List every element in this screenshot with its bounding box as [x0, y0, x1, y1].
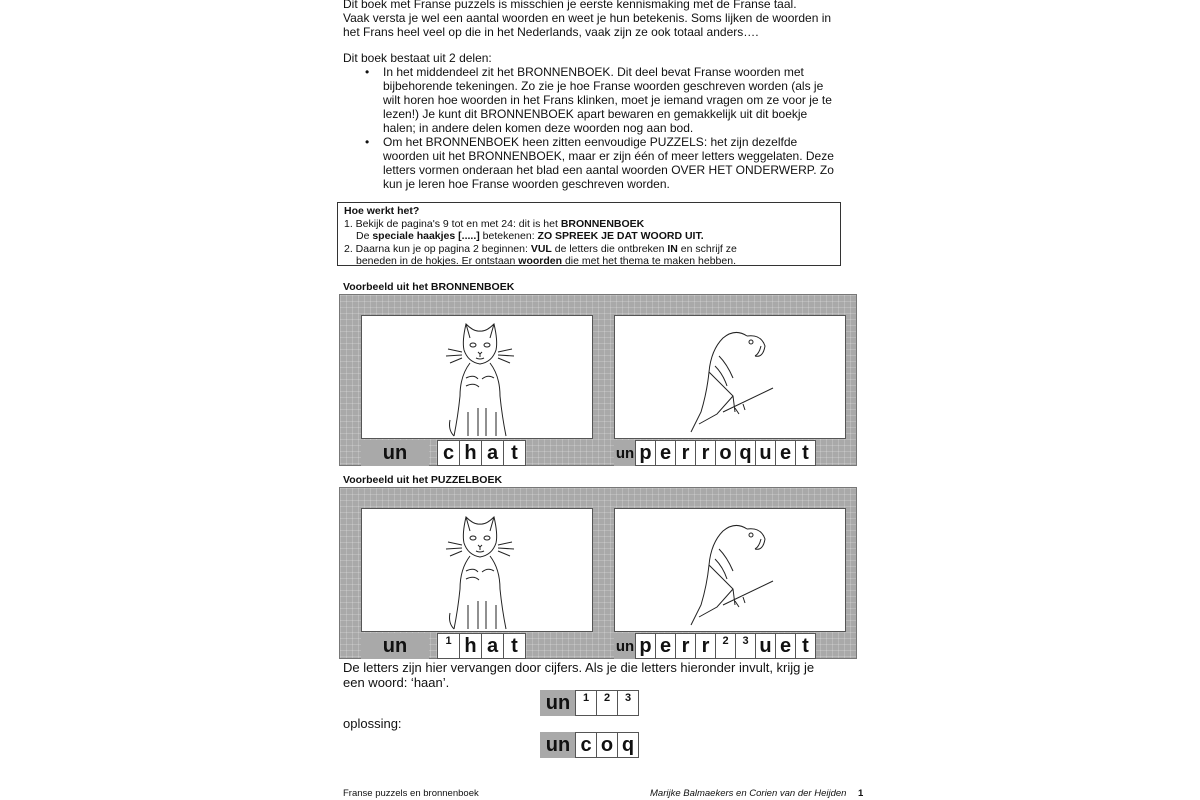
article-cell: un [361, 440, 429, 466]
cat-drawing-icon [362, 316, 592, 438]
number-cell: 2 [715, 633, 736, 659]
letter-cell: e [655, 633, 676, 659]
how-step-1-note [344, 230, 834, 243]
letter-cell: u [755, 440, 776, 466]
step-text-bold: ZO SPREEK JE DAT WOORD UIT. [537, 230, 704, 242]
step-text: de letters die ontbreken [551, 242, 668, 255]
intro-line: Vaak versta je wel een aantal woorden en weet je hun betekenis. Soms lijken de woorden in [343, 11, 832, 25]
intro-line: het Frans heel veel op die in het Nederlands, vaak zijn ze ook totaal anders…. [343, 25, 759, 39]
letter-cell: r [675, 633, 696, 659]
cat-card [361, 315, 593, 439]
step-text: 2. Daarna kun je op pagina 2 beginnen: [344, 242, 531, 255]
step-text: 1. Bekijk de pagina's 9 tot en met 24: dit is het [344, 217, 561, 230]
intro-paragraph-2: Dit boek bestaat uit 2 delen: [343, 51, 492, 65]
puzzelboek-example-panel [339, 487, 857, 659]
solution-letter-row [540, 732, 639, 758]
cat-drawing-icon [362, 509, 592, 631]
letter-cell: a [481, 440, 504, 466]
section-label-bronnenboek: Voorbeeld uit het BRONNENBOEK [343, 281, 515, 293]
bullet-line: lezen!) Je kunt dit BRONNENBOEK apart bewaren en gemakkelijk uit dit boekje [383, 107, 808, 121]
step-text-bold: BRONNENBOEK [560, 217, 645, 230]
bullet-line: kun je leren hoe Franse woorden geschreven worden. [383, 177, 670, 191]
letter-cell: h [459, 440, 482, 466]
cat-puzzle-row [361, 633, 526, 659]
letter-cell: t [503, 633, 526, 659]
parrot-drawing-icon [615, 316, 845, 438]
bullet-bronnenboek [383, 65, 843, 135]
letter-cell: u [755, 633, 776, 659]
letter-cell: a [481, 633, 504, 659]
cat-card [361, 508, 593, 632]
bullet-line: Om het BRONNENBOEK heen zitten eenvoudige PUZZELS: het zijn dezelfde [383, 135, 798, 149]
letter-cell: t [503, 440, 526, 466]
bullet-line: bijbehorende tekeningen. Zo zie je hoe Franse woorden geschreven worden (als je [383, 79, 824, 93]
bullet-line: wilt horen hoe woorden in het Frans klinken, moet je iemand vragen om ze voor je te [383, 93, 832, 107]
step-text: betekenen: [482, 230, 538, 242]
number-cell: 3 [617, 690, 639, 716]
letter-cell: c [575, 732, 597, 758]
letter-cell: q [617, 732, 639, 758]
how-it-works-box [337, 202, 841, 266]
parrot-puzzle-row [614, 633, 816, 659]
article-cell: un [614, 633, 636, 659]
step-text-bold: IN [667, 242, 678, 255]
letter-cell: t [795, 440, 816, 466]
number-cell: 1 [575, 690, 597, 716]
explanation-text [343, 660, 843, 690]
bullet-line: halen; in andere delen komen deze woorden nog aan bod. [383, 121, 694, 135]
article-cell: un [614, 440, 636, 466]
parrot-card [614, 315, 846, 439]
letter-cell: e [775, 440, 796, 466]
letter-cell: r [675, 440, 696, 466]
bullet-line: In het middendeel zit het BRONNENBOEK. Dit deel bevat Franse woorden met [383, 65, 804, 79]
cat-word-row [361, 440, 526, 466]
section-label-puzzelboek: Voorbeeld uit het PUZZELBOEK [343, 474, 503, 486]
footer-left: Franse puzzels en bronnenboek [343, 788, 479, 799]
letter-cell: h [459, 633, 482, 659]
solution-number-row [540, 690, 639, 716]
letter-cell: e [775, 633, 796, 659]
letter-cell: r [695, 633, 716, 659]
step-text: De [356, 230, 373, 242]
intro-line: Dit boek met Franse puzzels is misschien je eerste kennismaking met de Franse taal. [343, 0, 797, 11]
intro-paragraph-1 [343, 0, 843, 39]
step-text: die met het thema te maken hebben. [562, 255, 736, 267]
number-cell: 2 [596, 690, 618, 716]
oplossing-label: oplossing: [343, 716, 402, 731]
footer-right: Marijke Balmaekers en Corien van der Heijden [650, 788, 847, 799]
bullet-puzzels [383, 135, 843, 191]
page-number: 1 [858, 788, 864, 799]
letter-cell: q [735, 440, 756, 466]
how-step-2 [344, 243, 834, 256]
step-text-bold: woorden [518, 255, 563, 267]
bronnenboek-example-panel [339, 294, 857, 466]
intro-text [343, 0, 843, 191]
letter-cell: o [596, 732, 618, 758]
step-text-bold: speciale haakjes [.....] [372, 230, 483, 242]
explanation-line: De letters zijn hier vervangen door cijfers. Als je die letters hieronder invult, krijg je [343, 660, 815, 675]
letter-cell: p [635, 440, 656, 466]
parrot-drawing-icon [615, 509, 845, 631]
article-cell: un [540, 690, 576, 716]
step-text: en schrijf ze [677, 242, 737, 255]
article-cell: un [540, 732, 576, 758]
parrot-word-row [614, 440, 816, 466]
article-cell: un [361, 633, 429, 659]
letter-cell: t [795, 633, 816, 659]
bullet-line: letters vormen onderaan het blad een aantal woorden OVER HET ONDERWERP. Zo [383, 163, 834, 177]
letter-cell: e [655, 440, 676, 466]
letter-cell: c [437, 440, 460, 466]
number-cell: 3 [735, 633, 756, 659]
letter-cell: p [635, 633, 656, 659]
explanation-line: een woord: ‘haan’. [343, 675, 450, 690]
letter-cell: o [715, 440, 736, 466]
bullet-line: woorden uit het BRONNENBOEK, maar er zijn één of meer letters weggelaten. Deze [383, 149, 834, 163]
how-it-works-title: Hoe werkt het? [344, 205, 420, 217]
letter-cell: r [695, 440, 716, 466]
number-cell: 1 [437, 633, 460, 659]
intro-bullets [343, 65, 843, 191]
how-step-1 [344, 218, 834, 231]
step-text-bold: VUL [530, 242, 552, 255]
how-step-2-cont [344, 255, 834, 268]
step-text: beneden in de hokjes. Er ontstaan [356, 255, 519, 267]
parrot-card [614, 508, 846, 632]
